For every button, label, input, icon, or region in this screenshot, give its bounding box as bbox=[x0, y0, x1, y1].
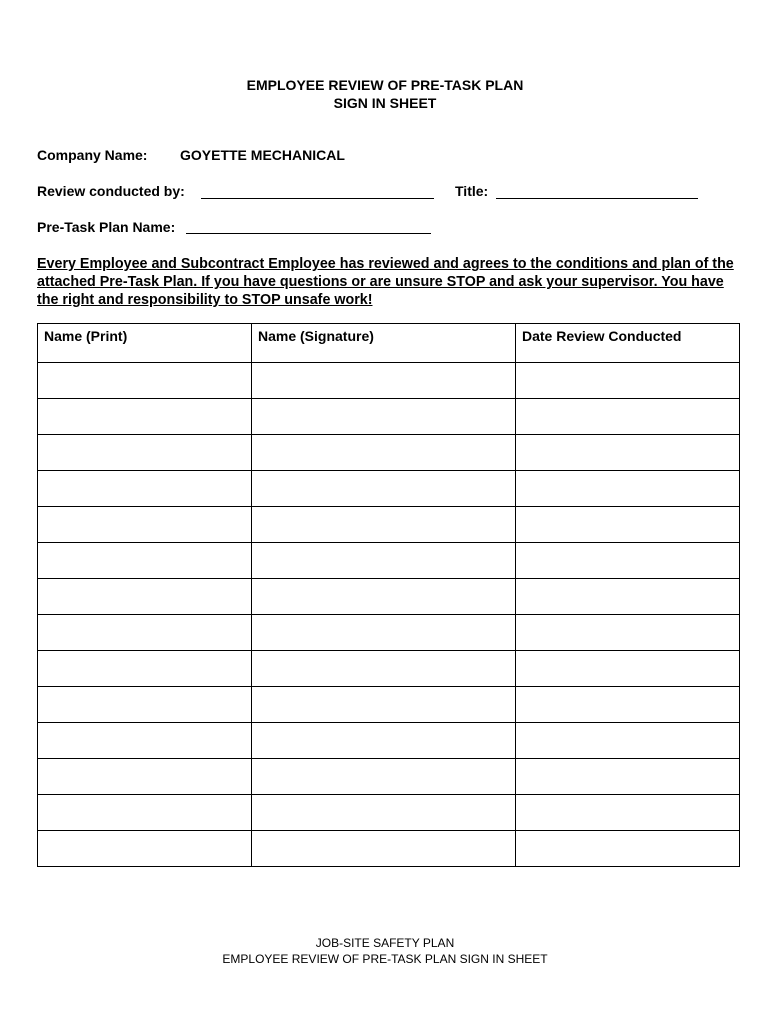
table-row bbox=[38, 435, 740, 471]
table-row bbox=[38, 399, 740, 435]
name-print-cell[interactable] bbox=[38, 363, 252, 399]
table-row bbox=[38, 363, 740, 399]
date-review-cell[interactable] bbox=[516, 831, 740, 867]
name-print-cell[interactable] bbox=[38, 795, 252, 831]
name-print-cell[interactable] bbox=[38, 543, 252, 579]
name-print-cell[interactable] bbox=[38, 399, 252, 435]
name-signature-cell[interactable] bbox=[252, 471, 516, 507]
name-signature-cell[interactable] bbox=[252, 651, 516, 687]
name-signature-cell[interactable] bbox=[252, 687, 516, 723]
name-signature-cell[interactable] bbox=[252, 435, 516, 471]
table-row bbox=[38, 723, 740, 759]
table-row bbox=[38, 831, 740, 867]
name-print-cell[interactable] bbox=[38, 507, 252, 543]
date-review-cell[interactable] bbox=[516, 795, 740, 831]
name-print-cell[interactable] bbox=[38, 723, 252, 759]
date-review-cell[interactable] bbox=[516, 615, 740, 651]
date-review-cell[interactable] bbox=[516, 759, 740, 795]
table-row bbox=[38, 471, 740, 507]
name-print-cell[interactable] bbox=[38, 687, 252, 723]
column-header-name-signature: Name (Signature) bbox=[252, 324, 516, 363]
date-review-cell[interactable] bbox=[516, 651, 740, 687]
table-row bbox=[38, 579, 740, 615]
table-row bbox=[38, 543, 740, 579]
name-signature-cell[interactable] bbox=[252, 723, 516, 759]
date-review-cell[interactable] bbox=[516, 399, 740, 435]
name-print-cell[interactable] bbox=[38, 435, 252, 471]
footer-line-2: EMPLOYEE REVIEW OF PRE-TASK PLAN SIGN IN SHEET bbox=[222, 952, 548, 966]
column-header-date-review: Date Review Conducted bbox=[516, 324, 740, 363]
name-print-cell[interactable] bbox=[38, 471, 252, 507]
pre-task-plan-name-label: Pre-Task Plan Name: bbox=[37, 219, 176, 235]
date-review-cell[interactable] bbox=[516, 471, 740, 507]
company-name-value: GOYETTE MECHANICAL bbox=[180, 147, 345, 163]
footer-line-1: JOB-SITE SAFETY PLAN bbox=[315, 936, 455, 950]
date-review-cell[interactable] bbox=[516, 579, 740, 615]
date-review-cell[interactable] bbox=[516, 507, 740, 543]
name-signature-cell[interactable] bbox=[252, 831, 516, 867]
name-print-cell[interactable] bbox=[38, 651, 252, 687]
title-field[interactable] bbox=[496, 198, 698, 199]
table-row bbox=[38, 759, 740, 795]
date-review-cell[interactable] bbox=[516, 543, 740, 579]
table-row bbox=[38, 651, 740, 687]
name-signature-cell[interactable] bbox=[252, 507, 516, 543]
table-header-row bbox=[38, 324, 740, 363]
name-signature-cell[interactable] bbox=[252, 615, 516, 651]
date-review-cell[interactable] bbox=[516, 363, 740, 399]
name-print-cell[interactable] bbox=[38, 579, 252, 615]
name-signature-cell[interactable] bbox=[252, 795, 516, 831]
table-row bbox=[38, 795, 740, 831]
agreement-notice: Every Employee and Subcontract Employee has reviewed and agrees to the conditions and plan of the attached Pre-Task Plan. If you have questions or are unsure STOP and ask your supervisor. You have the right and responsibility to STOP unsafe work! bbox=[37, 256, 734, 308]
name-signature-cell[interactable] bbox=[252, 363, 516, 399]
date-review-cell[interactable] bbox=[516, 723, 740, 759]
name-signature-cell[interactable] bbox=[252, 759, 516, 795]
review-conducted-by-label: Review conducted by: bbox=[37, 183, 185, 199]
date-review-cell[interactable] bbox=[516, 435, 740, 471]
title-label: Title: bbox=[455, 183, 489, 199]
date-review-cell[interactable] bbox=[516, 687, 740, 723]
name-signature-cell[interactable] bbox=[252, 543, 516, 579]
pre-task-plan-name-field[interactable] bbox=[186, 233, 431, 234]
name-print-cell[interactable] bbox=[38, 831, 252, 867]
table-row bbox=[38, 615, 740, 651]
document-subtitle: SIGN IN SHEET bbox=[333, 95, 437, 111]
name-signature-cell[interactable] bbox=[252, 399, 516, 435]
sign-in-table bbox=[37, 323, 740, 867]
name-print-cell[interactable] bbox=[38, 615, 252, 651]
company-name-label: Company Name: bbox=[37, 147, 148, 163]
column-header-name-print: Name (Print) bbox=[38, 324, 252, 363]
name-signature-cell[interactable] bbox=[252, 579, 516, 615]
name-print-cell[interactable] bbox=[38, 759, 252, 795]
sign-in-rows bbox=[38, 363, 740, 867]
table-row bbox=[38, 507, 740, 543]
document-title: EMPLOYEE REVIEW OF PRE-TASK PLAN bbox=[246, 77, 524, 93]
review-conducted-by-field[interactable] bbox=[201, 198, 434, 199]
table-row bbox=[38, 687, 740, 723]
